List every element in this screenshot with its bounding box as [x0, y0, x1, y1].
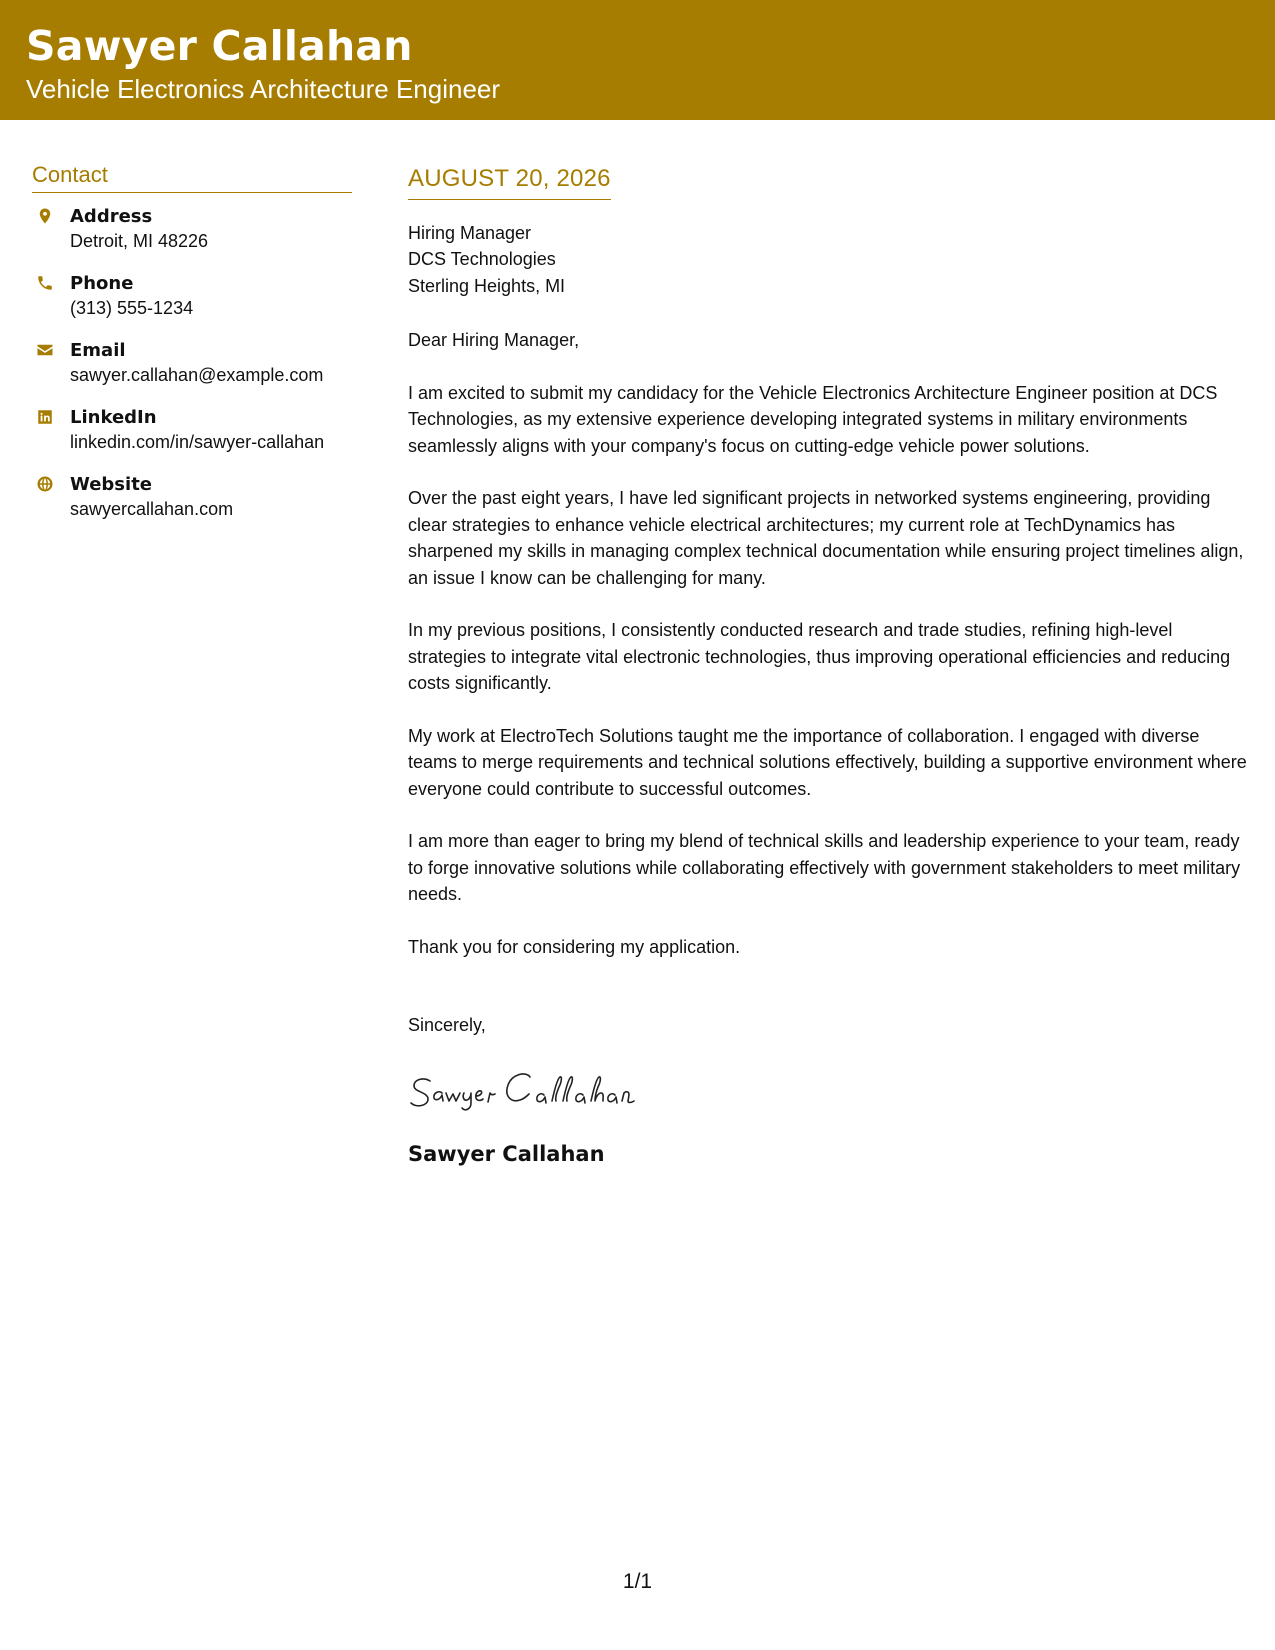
contact-item-linkedin	[32, 406, 352, 454]
contact-value-address: Detroit, MI 48226	[70, 231, 209, 251]
contact-item-website	[32, 473, 352, 521]
contact-label-linkedin: LinkedIn	[70, 407, 157, 428]
applicant-name: Sawyer Callahan	[26, 22, 413, 70]
recipient-line: DCS Technologies	[408, 249, 556, 269]
contact-value-phone: (313) 555-1234	[70, 298, 194, 318]
salutation: Dear Hiring Manager,	[408, 330, 580, 350]
linkedin-icon	[34, 406, 56, 428]
map-pin-icon	[34, 205, 56, 227]
contact-item-address	[32, 205, 352, 253]
recipient-line: Sterling Heights, MI	[408, 275, 566, 296]
header-banner	[0, 0, 1275, 120]
paragraph: I am excited to submit my candidacy for the Vehicle Electronics Architecture Engineer position at DCS Technologies, as my extensive experience developing integrated systems in military environments seamlessly aligns with your company's focus on cutting-edge vehicle power solutions.	[408, 382, 1218, 456]
closing: Sincerely,	[408, 1015, 486, 1035]
paragraph: Over the past eight years, I have led significant projects in networked systems engineering, providing clear strategies to enhance vehicle electrical architectures; my current role at TechDynamics has sharpened my skills in managing complex technical documentation while ensuring project timelines align, an issue I know can be challenging for many.	[408, 488, 1244, 588]
recipient-line: Hiring Manager	[408, 222, 532, 243]
contact-value-email[interactable]: sawyer.callahan@example.com	[70, 365, 324, 385]
contact-label-email: Email	[70, 340, 126, 361]
paragraph: In my previous positions, I consistently conducted research and trade studies, refining high-level strategies to integrate vital electronic technologies, thus improving operational efficiencies and reducing costs significantly.	[408, 620, 1231, 693]
contact-label-website: Website	[70, 474, 153, 495]
handwritten-signature	[408, 1059, 1248, 1121]
paragraph: Thank you for considering my application.	[408, 936, 741, 957]
contact-value-linkedin[interactable]: linkedin.com/in/sawyer-callahan	[70, 432, 325, 452]
envelope-icon	[34, 339, 56, 361]
contact-section-title: Contact	[32, 162, 352, 193]
letter-date: AUGUST 20, 2026	[408, 166, 611, 200]
recipient-block	[408, 220, 1248, 300]
contact-sidebar	[32, 162, 352, 540]
page-number: 1/1	[622, 1570, 653, 1593]
applicant-title: Vehicle Electronics Architecture Engineer	[26, 74, 501, 104]
contact-item-phone	[32, 272, 352, 320]
letter-body	[408, 166, 1248, 1167]
paragraph: I am more than eager to bring my blend of technical skills and leadership experience to your team, ready to forge innovative solutions while collaborating effectively with government stakeholders to meet military needs.	[408, 831, 1241, 904]
signed-name: Sawyer Callahan	[408, 1141, 605, 1166]
contact-value-website[interactable]: sawyercallahan.com	[70, 499, 234, 519]
contact-label-phone: Phone	[70, 273, 134, 294]
globe-icon	[34, 473, 56, 495]
paragraph: My work at ElectroTech Solutions taught me the importance of collaboration. I engaged with diverse teams to merge requirements and technical solutions effectively, building a supportive environment where everyone could contribute to successful outcomes.	[408, 725, 1247, 799]
contact-item-email	[32, 339, 352, 387]
phone-icon	[34, 272, 56, 294]
contact-label-address: Address	[70, 206, 153, 227]
